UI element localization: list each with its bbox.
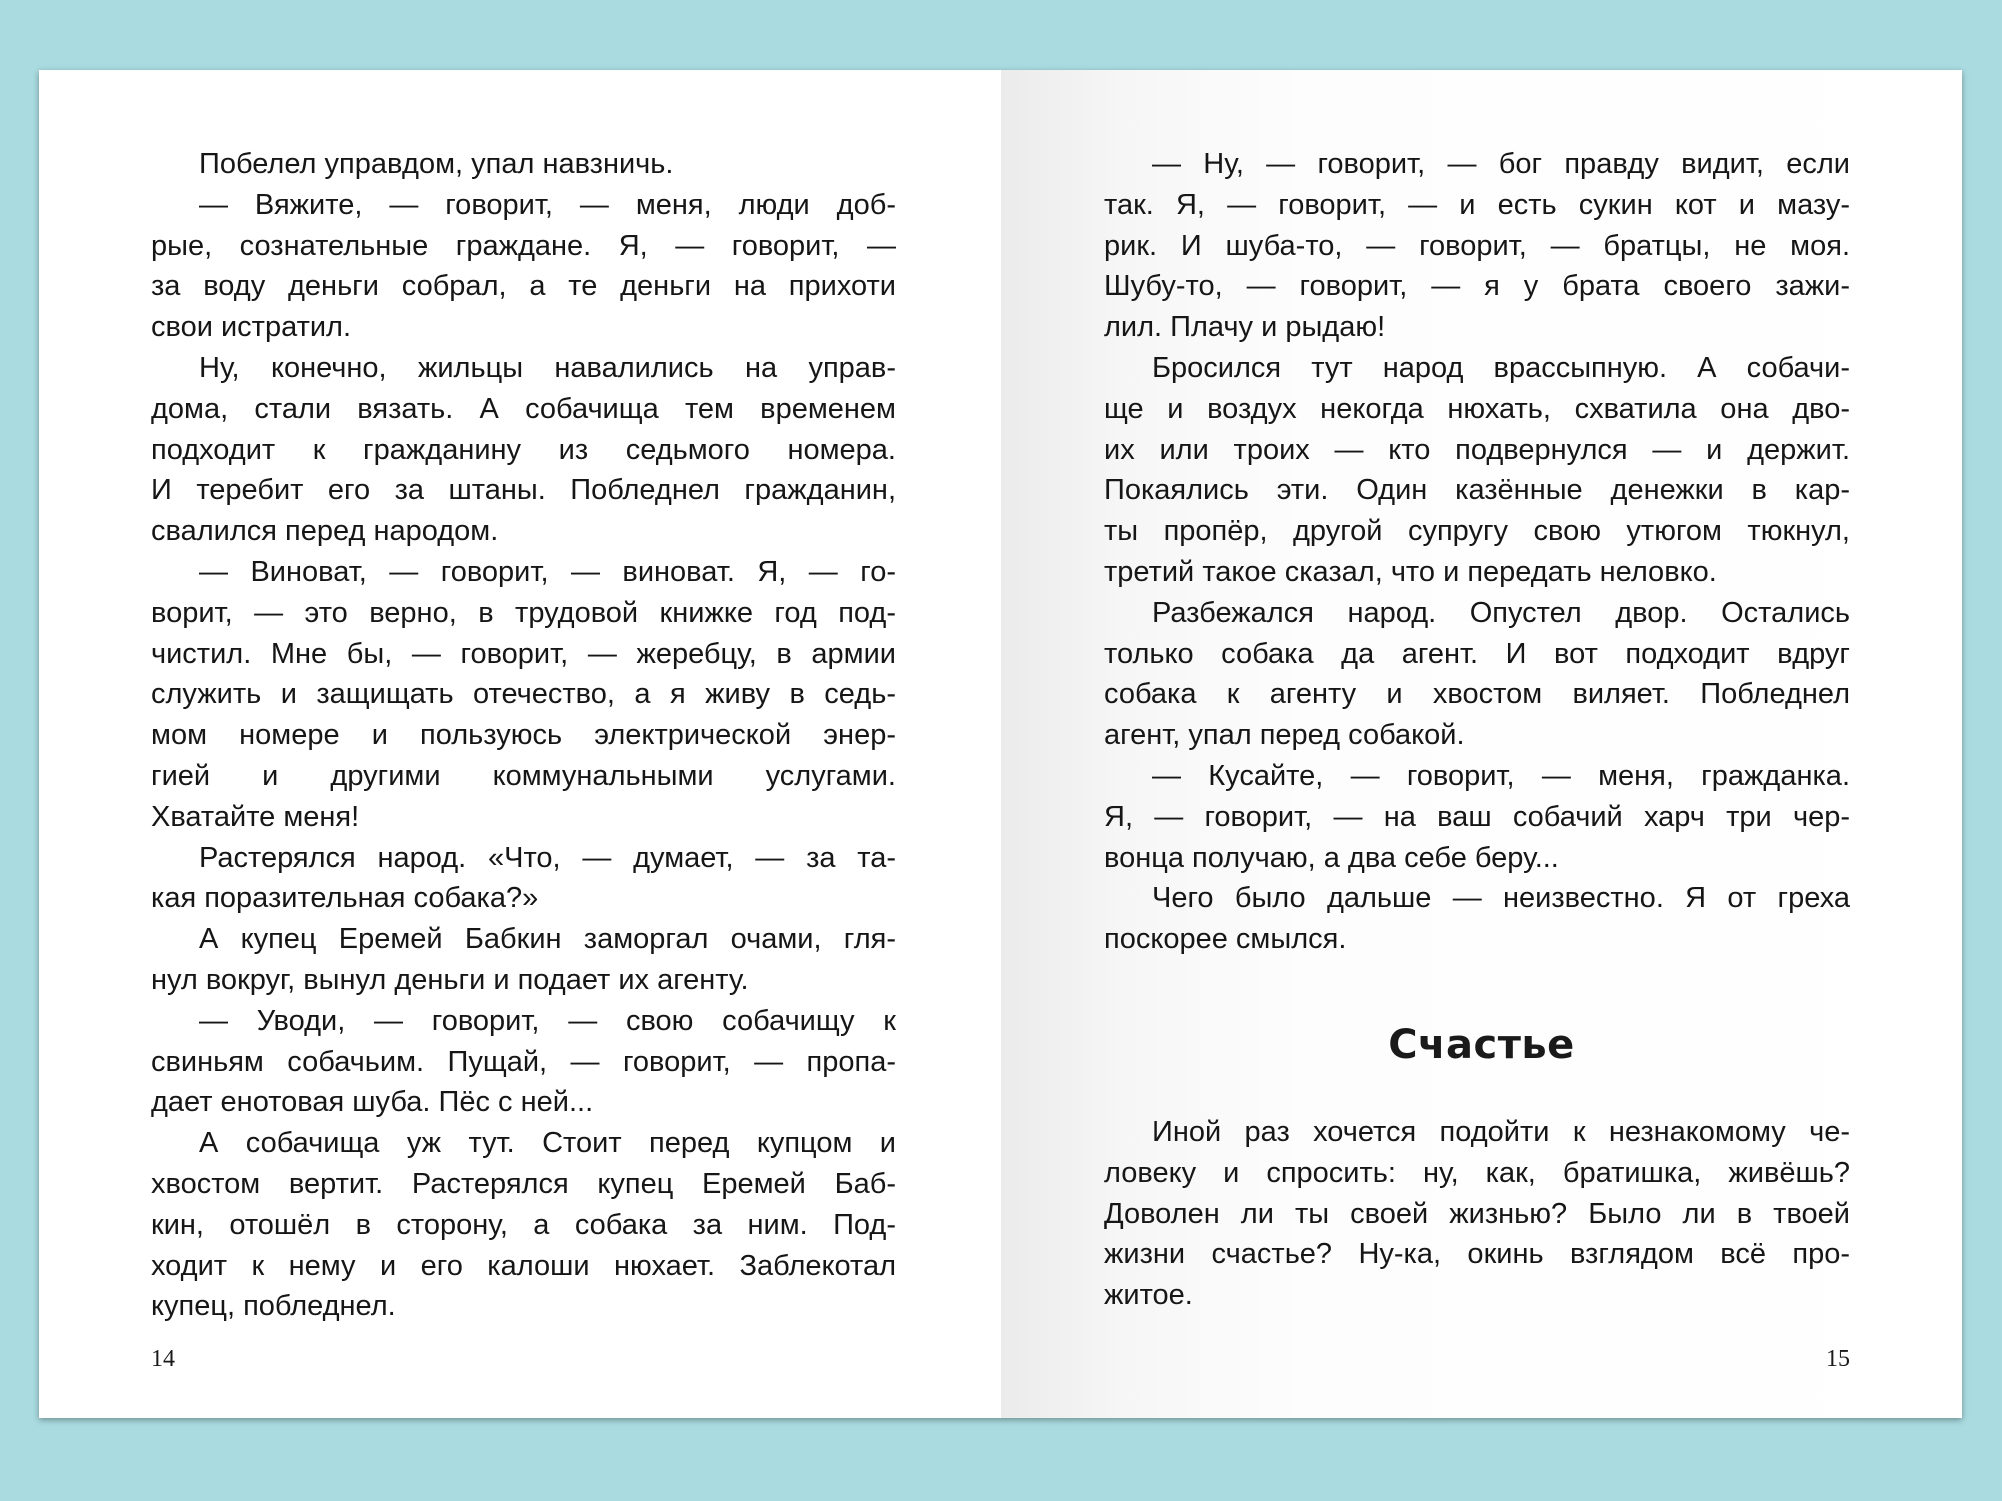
chapter-heading: Счастье — [1388, 1022, 1575, 1068]
text-line: кая поразительная собака?» — [151, 882, 539, 915]
text-line: Доволен ли ты своей жизнью? Было ли в твоей — [1104, 1197, 1850, 1230]
text-line: нул вокруг, вынул деньги и подает их агенту. — [151, 963, 749, 996]
text-line: гией и другими коммунальными услугами. — [151, 759, 896, 792]
text-line: Шубу-то, — говорит, — я у брата своего зажи- — [1104, 270, 1850, 303]
text-line: вонца получаю, а два себе беру... — [1104, 841, 1559, 874]
text-line: ще и воздух некогда нюхать, схватила она дво- — [1104, 392, 1850, 425]
left-page — [39, 70, 1001, 1418]
text-line: Побелел управдом, упал навзничь. — [199, 148, 674, 180]
text-line: ворит, — это верно, в трудовой книжке год под- — [151, 596, 896, 629]
text-line: свиньям собачьим. Пущай, — говорит, — пропа- — [151, 1045, 896, 1078]
text-line: А собачища уж тут. Стоит перед купцом и — [199, 1127, 896, 1160]
text-line: — Кусайте, — говорит, — меня, гражданка. — [1152, 759, 1850, 792]
text-line: — Виноват, — говорит, — виноват. Я, — го- — [199, 555, 896, 588]
text-line: Ну, конечно, жильцы навалились на управ- — [199, 351, 896, 384]
text-line: подходит к гражданину из седьмого номера. — [151, 433, 896, 466]
text-line: чистил. Мне бы, — говорит, — жеребцу, в армии — [151, 637, 896, 670]
text-line: — Вяжите, — говорит, — меня, люди доб- — [199, 188, 896, 221]
text-line: хвостом вертит. Растерялся купец Еремей Баб- — [151, 1167, 896, 1200]
text-line: так. Я, — говорит, — и есть сукин кот и мазу- — [1104, 188, 1850, 221]
text-line: агент, упал перед собакой. — [1104, 719, 1465, 752]
text-line: их или троих — кто подвернулся — и держит. — [1104, 433, 1850, 466]
text-line: дает енотовая шуба. Пёс с ней... — [151, 1086, 594, 1119]
text-line: свалился перед народом. — [151, 515, 499, 548]
text-line: — Ну, — говорит, — бог правду видит, если — [1152, 148, 1850, 180]
text-line: собака к агенту и хвостом виляет. Побледнел — [1104, 678, 1850, 711]
right-page-text — [1104, 144, 1850, 960]
text-line: рые, сознательные граждане. Я, — говорит, — — [151, 229, 896, 262]
book-spread — [39, 70, 1962, 1418]
text-line: лил. Плачу и рыдаю! — [1104, 311, 1386, 344]
text-line: кин, отошёл в сторону, а собака за ним. Под- — [151, 1208, 896, 1241]
text-line: — Уводи, — говорит, — свою собачищу к — [199, 1004, 896, 1037]
chapter-text — [1104, 1112, 1850, 1316]
text-line: Бросился тут народ врассыпную. А собачи- — [1152, 351, 1850, 384]
text-line: Иной раз хочется подойти к незнакомому че- — [1152, 1116, 1850, 1148]
text-line: А купец Еремей Бабкин заморгал очами, гля- — [199, 923, 896, 956]
text-line: мом номере и пользуюсь электрической энер- — [151, 719, 896, 752]
text-line: свои истратил. — [151, 311, 352, 344]
text-line: Хватайте меня! — [151, 800, 360, 833]
text-line: дома, стали вязать. А собачища тем временем — [151, 392, 896, 425]
text-line: за воду деньги собрал, а те деньги на прихоти — [151, 270, 896, 303]
text-line: рик. И шуба-то, — говорит, — братцы, не моя. — [1104, 229, 1850, 262]
text-line: Разбежался народ. Опустел двор. Остались — [1152, 596, 1850, 629]
right-page — [1001, 70, 1962, 1418]
text-line: поскорее смылся. — [1104, 923, 1347, 956]
text-line: ходит к нему и его калоши нюхает. Заблекотал — [151, 1249, 896, 1282]
text-line: купец, побледнел. — [151, 1290, 396, 1323]
text-line: ловеку и спросить: ну, как, братишка, живёшь? — [1104, 1156, 1850, 1189]
text-line: служить и защищать отечество, а я живу в седь- — [151, 678, 896, 711]
text-line: только собака да агент. И вот подходит вдруг — [1104, 637, 1850, 670]
text-line: Я, — говорит, — на ваш собачий харч три чер- — [1104, 800, 1850, 833]
text-line: ты пропёр, другой супругу свою утюгом тюкнул, — [1104, 515, 1850, 548]
text-line: жизни счастье? Ну-ка, окинь взглядом всё про- — [1104, 1238, 1850, 1271]
text-line: Покаялись эти. Один казённые денежки в кар- — [1104, 474, 1850, 507]
page-number: 15 — [1826, 1346, 1850, 1372]
text-line: Растерялся народ. «Что, — думает, — за та- — [199, 841, 896, 874]
left-page-text — [151, 144, 896, 1327]
text-line: Чего было дальше — неизвестно. Я от греха — [1152, 882, 1850, 915]
text-line: житое. — [1104, 1279, 1193, 1312]
text-line: И теребит его за штаны. Побледнел гражданин, — [151, 474, 896, 507]
text-line: третий такое сказал, что и передать неловко. — [1104, 555, 1717, 588]
page-number: 14 — [151, 1346, 175, 1372]
